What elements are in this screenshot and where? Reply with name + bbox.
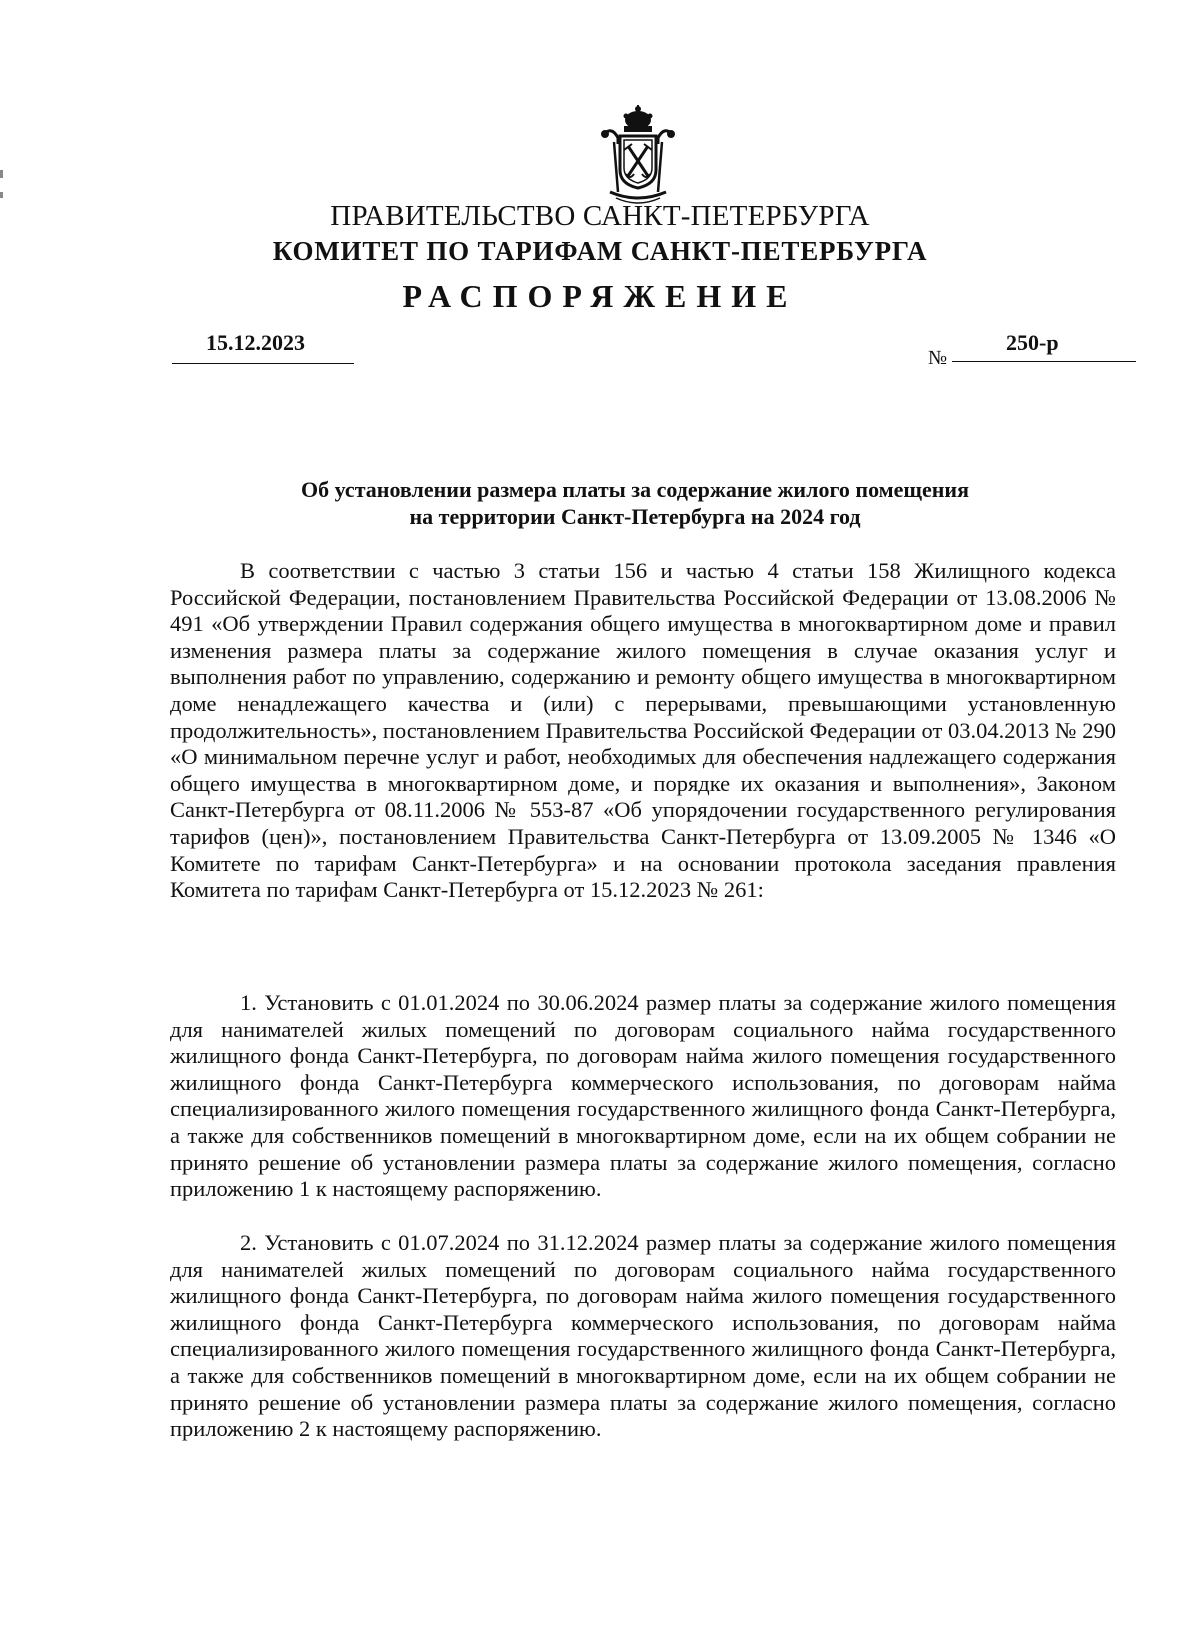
coat-of-arms-icon <box>596 104 680 208</box>
number-label: № <box>928 347 948 369</box>
date-underline <box>172 363 354 364</box>
title-line-2: на территории Санкт-Петербурга на 2024 год <box>409 504 861 529</box>
clause-1-paragraph: 1. Установить с 01.01.2024 по 30.06.2024 размер платы за содержание жилого помещения для нанимателей жилых помещений по договорам социального найма государственного жилищного фонда Санкт-Петербурга, по договорам найма жилого помещения государственного жилищного фонда Санкт-Петербурга коммерческого использования, по договорам найма специализированного жилого помещения государственного жилищного фонда Санкт-Петербурга, а также для собственников помещений в многоквартирном доме, если на их общем собрании не принято решение об установлении размера платы за содержание жилого помещения, согласно приложению 1 к настоящему распоряжению. <box>170 990 1116 1202</box>
committee-name: КОМИТЕТ ПО ТАРИФАМ САНКТ-ПЕТЕРБУРГА <box>272 236 928 266</box>
government-name: ПРАВИТЕЛЬСТВО САНКТ-ПЕТЕРБУРГА <box>330 200 870 232</box>
preamble-paragraph: В соответствии с частью 3 статьи 156 и частью 4 статьи 158 Жилищного кодекса Российской Федерации, постановлением Правительства Российской Федерации от 13.08.2006 № 491 «Об утверждении Правил содержания общего имущества в многоквартирном доме и правил изменения размера платы за содержание жилого помещения в случае оказания услуг и выполнения работ по управлению, содержанию и ремонту общего имущества в многоквартирном доме ненадлежащего качества и (или) с перерывами, превышающими установленную продолжительность», постановлением Правительства Российской Федерации от 03.04.2013 № 290 «О минимальном перечне услуг и работ, необходимых для обеспечения надлежащего содержания общего имущества в многоквартирном доме, и порядке их оказания и выполнения», Законом Санкт-Петербурга от 08.11.2006 № 553-87 «Об упорядочении государственного регулирования тарифов (цен)», постановлением Правительства Санкт-Петербурга от 13.09.2005 № 1346 «О Комитете по тарифам Санкт-Петербурга» и на основании протокола заседания правления Комитета по тарифам Санкт-Петербурга от 15.12.2023 № 261: <box>170 558 1116 903</box>
title-line-1: Об установлении размера платы за содержание жилого помещения <box>301 477 969 502</box>
document-title <box>170 476 1100 530</box>
number-underline <box>952 361 1136 362</box>
document-type: РАСПОРЯЖЕНИЕ <box>402 278 798 314</box>
document-date: 15.12.2023 <box>206 330 305 355</box>
scan-edge-mark <box>0 192 3 198</box>
scan-edge-mark <box>0 170 3 178</box>
clause-2-paragraph: 2. Установить с 01.07.2024 по 31.12.2024 размер платы за содержание жилого помещения для нанимателей жилых помещений по договорам социального найма государственного жилищного фонда Санкт-Петербурга, по договорам найма жилого помещения государственного жилищного фонда Санкт-Петербурга коммерческого использования, по договорам найма специализированного жилого помещения государственного жилищного фонда Санкт-Петербурга, а также для собственников помещений в многоквартирном доме, если на их общем собрании не принято решение об установлении размера платы за содержание жилого помещения, согласно приложению 2 к настоящему распоряжению. <box>170 1230 1116 1442</box>
document-number: 250-р <box>1006 330 1059 355</box>
